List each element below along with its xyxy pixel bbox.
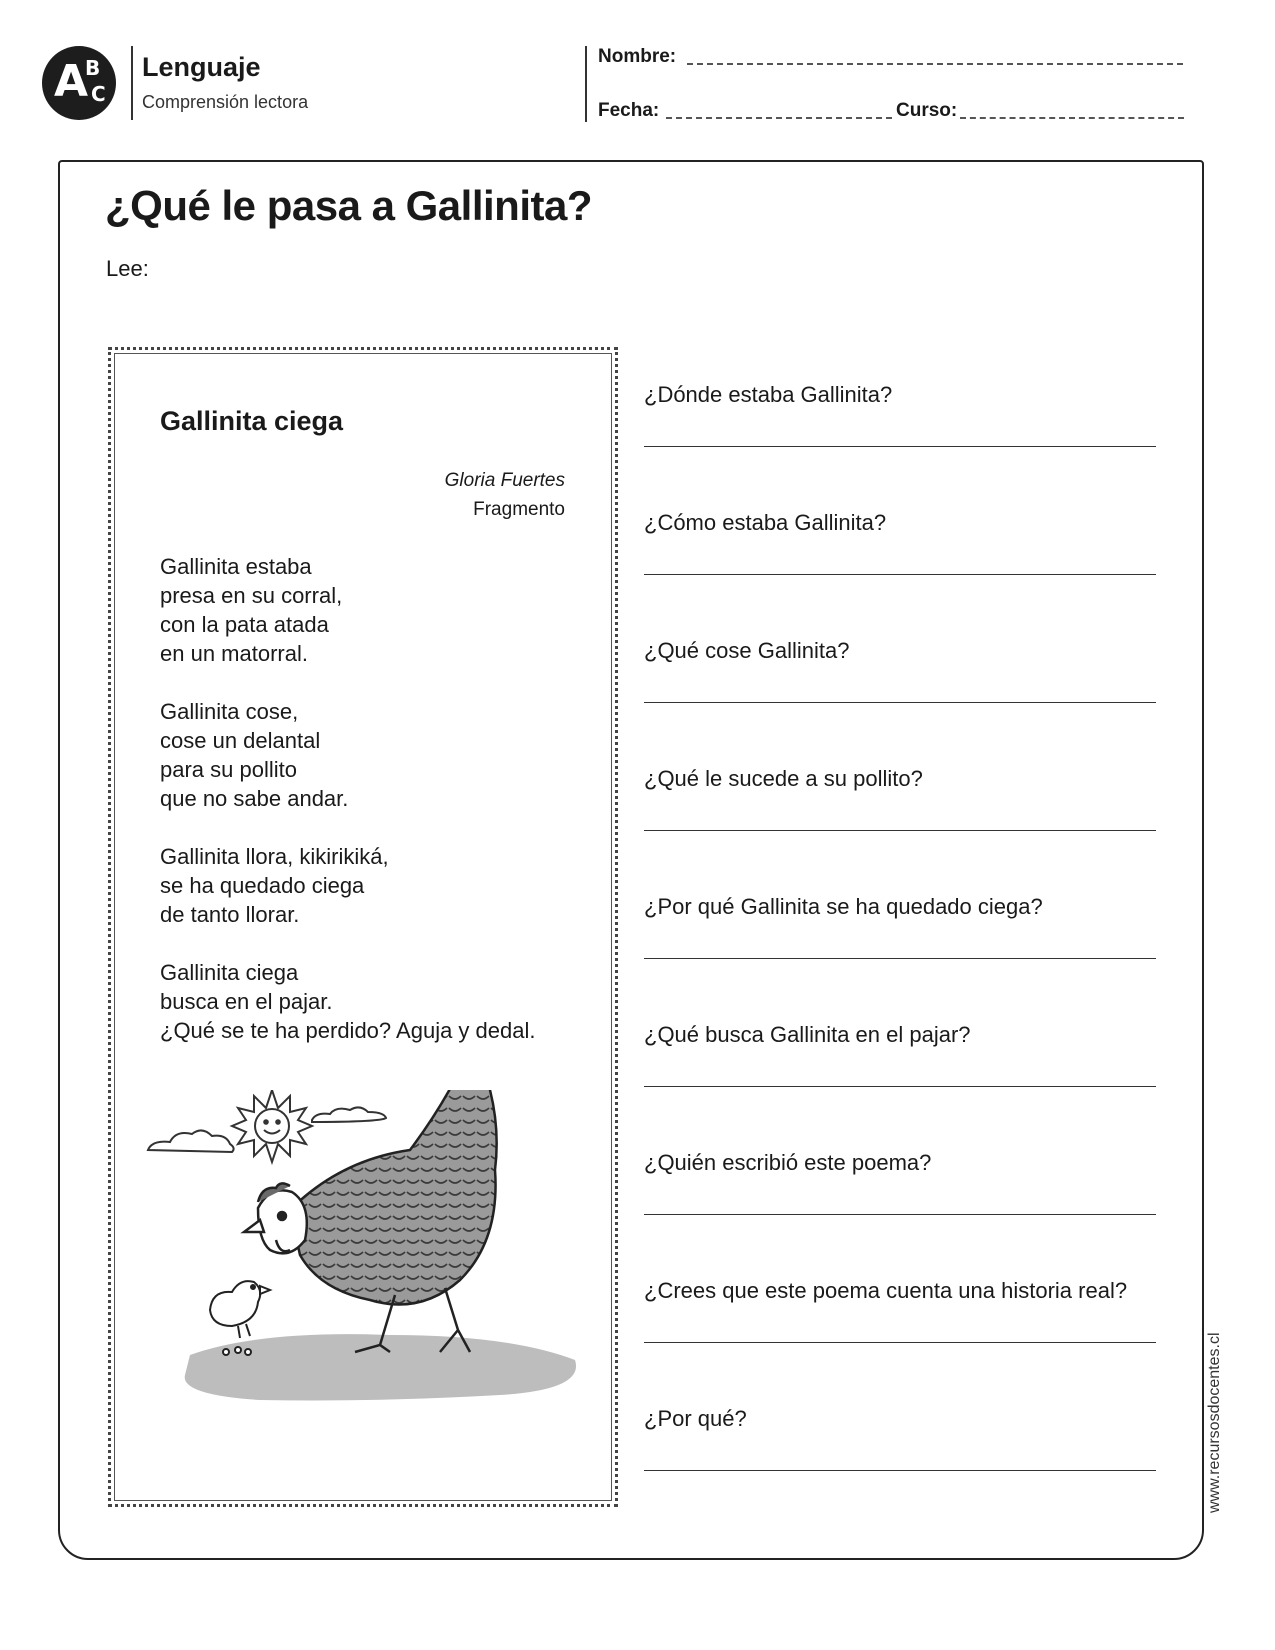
header-divider bbox=[131, 46, 133, 120]
poem-stanza-4 bbox=[160, 958, 535, 1045]
name-field[interactable] bbox=[687, 63, 1183, 65]
logo-letter-a: A bbox=[54, 56, 89, 107]
poem-line: se ha quedado ciega bbox=[160, 873, 365, 898]
poem-stanza-1 bbox=[160, 552, 342, 668]
poem-line: cose un delantal bbox=[160, 728, 321, 753]
date-label: Fecha: bbox=[598, 100, 660, 121]
sun-icon bbox=[232, 1090, 312, 1162]
answer-line-5[interactable] bbox=[644, 958, 1156, 959]
question-3: ¿Qué cose Gallinita? bbox=[644, 638, 850, 663]
answer-line-1[interactable] bbox=[644, 446, 1156, 447]
page-title: ¿Qué le pasa a Gallinita? bbox=[105, 182, 592, 229]
answer-line-8[interactable] bbox=[644, 1342, 1156, 1343]
answer-line-2[interactable] bbox=[644, 574, 1156, 575]
answer-line-3[interactable] bbox=[644, 702, 1156, 703]
poem-line: Gallinita cose, bbox=[160, 699, 299, 724]
poem-line: busca en el pajar. bbox=[160, 989, 333, 1014]
poem-line: para su pollito bbox=[160, 757, 297, 782]
question-7: ¿Quién escribió este poema? bbox=[644, 1150, 932, 1175]
answer-line-4[interactable] bbox=[644, 830, 1156, 831]
poem-line: Gallinita estaba bbox=[160, 554, 312, 579]
answer-line-7[interactable] bbox=[644, 1214, 1156, 1215]
course-field[interactable] bbox=[960, 117, 1184, 119]
answer-line-6[interactable] bbox=[644, 1086, 1156, 1087]
logo-letter-c: C bbox=[91, 82, 106, 106]
poem-line: con la pata atada bbox=[160, 612, 329, 637]
instruction-text: Lee: bbox=[106, 256, 149, 281]
question-5: ¿Por qué Gallinita se ha quedado ciega? bbox=[644, 894, 1043, 919]
question-4: ¿Qué le sucede a su pollito? bbox=[644, 766, 923, 791]
cloud-left-icon bbox=[148, 1130, 234, 1152]
poem-line: de tanto llorar. bbox=[160, 902, 300, 927]
poem-author: Gloria Fuertes bbox=[444, 470, 565, 491]
course-label: Curso: bbox=[896, 100, 958, 121]
question-2: ¿Cómo estaba Gallinita? bbox=[644, 510, 887, 535]
poem-title: Gallinita ciega bbox=[160, 406, 344, 436]
date-field[interactable] bbox=[666, 117, 892, 119]
poem-line: que no sabe andar. bbox=[160, 786, 349, 811]
question-6: ¿Qué busca Gallinita en el pajar? bbox=[644, 1022, 971, 1047]
subject-title: Lenguaje bbox=[142, 52, 261, 82]
logo-letter-b: B bbox=[85, 56, 101, 80]
poem-line: ¿Qué se te ha perdido? Aguja y dedal. bbox=[160, 1018, 536, 1043]
poem-line: Gallinita llora, kikirikiká, bbox=[160, 844, 389, 869]
question-8: ¿Crees que este poema cuenta una historia real? bbox=[644, 1278, 1128, 1303]
name-label: Nombre: bbox=[598, 46, 677, 67]
poem-line: en un matorral. bbox=[160, 641, 308, 666]
subject-subtitle: Comprensión lectora bbox=[142, 92, 309, 112]
poem-line: Gallinita ciega bbox=[160, 960, 299, 985]
question-9: ¿Por qué? bbox=[644, 1406, 747, 1431]
poem-stanza-2 bbox=[160, 697, 348, 813]
header-divider-right bbox=[585, 46, 587, 122]
cloud-right-icon bbox=[312, 1107, 386, 1122]
hen-illustration bbox=[140, 1090, 590, 1430]
question-1: ¿Dónde estaba Gallinita? bbox=[644, 382, 893, 407]
poem-line: presa en su corral, bbox=[160, 583, 343, 608]
poem-stanza-3 bbox=[160, 842, 389, 929]
abc-logo bbox=[42, 46, 116, 120]
footer-url: www.recursosdocentes.cl bbox=[1206, 1332, 1223, 1513]
answer-line-9[interactable] bbox=[644, 1470, 1156, 1471]
poem-note: Fragmento bbox=[473, 499, 565, 520]
